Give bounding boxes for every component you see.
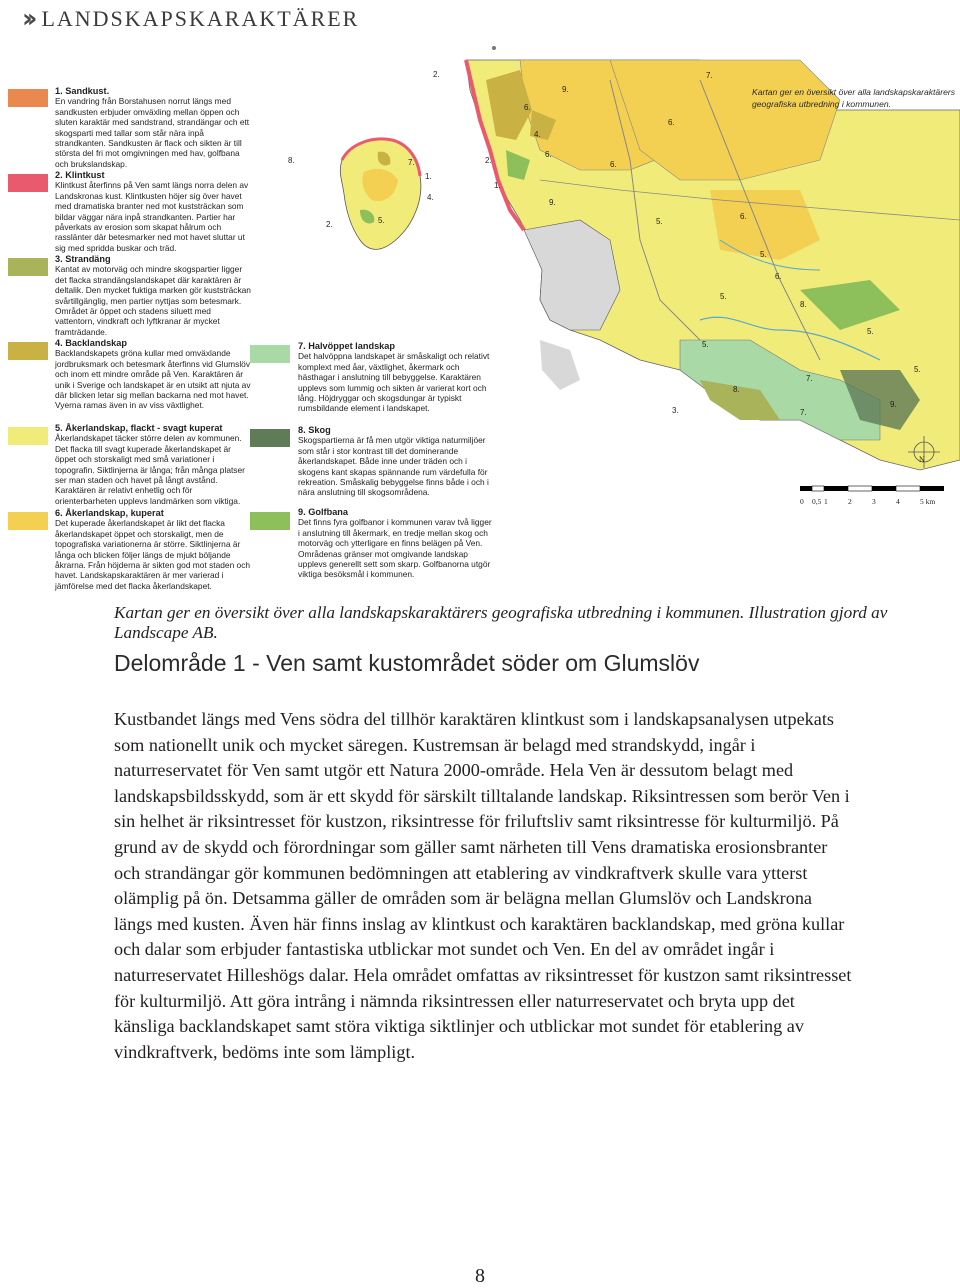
legend-entry-description: Det finns fyra golfbanor i kommunen varav två ligger i anslutning till åkermark, en tredje mellan skog och motorväg och ytterligare en finns belägen på Ven. Områdenas gränser mot omgivande landskap upplevs generellt sett som skarp. Golfbanorna utgör viktiga besöksmål i kommunen.	[298, 517, 492, 580]
map-area-label: 9.	[562, 85, 569, 94]
map-area-label: 6.	[524, 103, 531, 112]
body-paragraph: Kustbandet längs med Vens södra del tillhör karaktären klintkust som i landskapsanalysen utpekats som nationellt unik och mycket säregen. Kustremsan är belagd med strandskydd, ingår i naturreservatet för Ven samt utgör ett Natura 2000-område. Hela Ven är dessutom belagt med landskapsbildsskydd, som är ett skydd för särskilt tilltalande landskap. Riksintressen som berör Ven i sin helhet är riksintresset för kustzon, riksintresse för friluftsliv samt riksintresse för kulturmiljö. På grund av de skydd och förordningar som gäller samt närheten till Vens dramatiska erosionsbranter och strandängar gör kommunen bedömningen att etablering av vindkraftverk skulle vara ytterst olämplig på ön. Detsamma gäller de områden som är belägna mellan Glumslöv och Landskrona längs med kusten. Även här finns inslag av klintkust och karaktären backlandskap, med gröna kullar och dalar som erbjuder fantastiska utblickar mot sundet och Ven. En del av området ingår i naturreservatet Hilleshögs dalar. Hela området omfattas av riksintresset för kustzon samt riksintresset för kulturmiljö. Att göra intrång i nämnda riksintressen eller naturreservatet och bryta upp det känsliga backlandskapet samt störa viktiga siktlinjer och utblickar mot sundet för etablering av vindkraftverk, bedöms inte som lämpligt.	[114, 709, 852, 1062]
legend-swatch	[8, 427, 48, 445]
legend-entry-title: 1. Sandkust.	[55, 86, 110, 96]
scale-label: 2	[848, 497, 852, 506]
map-area-label: 9.	[890, 400, 897, 409]
legend-swatch	[8, 174, 48, 192]
map-area-label: 6.	[545, 150, 552, 159]
scale-bar	[800, 486, 944, 491]
legend-swatch	[8, 258, 48, 276]
legend-entry-description: Klintkust återfinns på Ven samt längs norra delen av Landskronas kust. Klintkusten höjer sig över havet med dramatiska branter ned mot kuststräckan som bildar väggar nära inpå strandkanten. Partier har påverkats av erosion som skapat hålrum och rasslänter där betesmarker ned mot havet sluttar ut sig med spridda buskar och träd.	[55, 180, 249, 253]
map-area-label: 8.	[733, 385, 740, 394]
map-area-label: 7.	[800, 408, 807, 417]
map-area-label: 4.	[534, 130, 541, 139]
legend-entry	[298, 425, 494, 498]
map-area-label: 5.	[656, 217, 663, 226]
legend-entry-title: 5. Åkerlandskap, flackt - svagt kuperat	[55, 423, 223, 433]
map-area-label: 2.	[433, 70, 440, 79]
map-area-label: 3.	[672, 406, 679, 415]
figure-caption: Kartan ger en översikt över alla landskapskaraktärers geografiska utbredning i kommunen. Illustration gjord av Landscape AB.	[114, 603, 888, 642]
legend-entry	[55, 254, 251, 337]
scale-label: 5 km	[920, 497, 936, 506]
map-area-label: 5.	[702, 340, 709, 349]
legend-entry-title: 2. Klintkust	[55, 170, 105, 180]
map-area-label: 6.	[610, 160, 617, 169]
legend-swatch	[250, 429, 290, 447]
legend-entry-title: 8. Skog	[298, 425, 331, 435]
map-area-label: 7.	[706, 71, 713, 80]
legend-entry-description: Backlandskapets gröna kullar med omväxlande jordbruksmark och betesmark återfinns vid Glumslöv och inom ett mindre område på Ven. Karaktären är unik i Sverige och landskapet är en utsikt att njuta av där blicken letar sig mellan backarna ned mot havet. Vyerna ramas även in av viss växtlighet.	[55, 348, 251, 411]
scale-label: 4	[896, 497, 900, 506]
scale-label: 3	[872, 497, 876, 506]
scale-label: 0	[800, 497, 804, 506]
legend-swatch	[250, 512, 290, 530]
map-area-label: 1.	[494, 181, 501, 190]
legend-entry	[298, 507, 494, 580]
legend-entry	[298, 341, 494, 414]
legend-entry-title: 4. Backlandskap	[55, 338, 128, 348]
map-area-label: 8.	[800, 300, 807, 309]
legend-entry	[55, 86, 251, 169]
map-area-label: 9.	[549, 198, 556, 207]
map-area-label: 6.	[668, 118, 675, 127]
section-header	[22, 4, 359, 34]
legend-entry-title: 7. Halvöppet landskap	[298, 341, 396, 351]
scale-label: 0,5	[812, 497, 822, 506]
double-chevron-icon: ››	[22, 4, 32, 34]
map-area-label: 8.	[288, 156, 295, 165]
scale-label: 1	[824, 497, 828, 506]
north-label: N	[919, 455, 925, 464]
map-area-label: 6.	[740, 212, 747, 221]
section-heading: Delområde 1 - Ven samt kustområdet söder om Glumslöv	[114, 650, 700, 676]
section-title: LANDSKAPSKARAKTÄRER	[41, 6, 360, 31]
map-area-label: 5.	[914, 365, 921, 374]
legend-entry-title: 9. Golfbana	[298, 507, 349, 517]
map-area-label: 4.	[427, 193, 434, 202]
legend-entry-description: Det kuperade åkerlandskapet är likt det flacka åkerlandskapet öppet och storskaligt, men de topografiska variationerna är större. Siktlinjerna är långa och blicken följer längs de mjukt böljande åkrarna. Från höjderna är sikten god mot staden och havet. Landskapskaraktären är mer varierad i jämförelse med det flacka åkerlandskapet.	[55, 518, 251, 591]
legend-swatch	[8, 89, 48, 107]
map-area-label: 5.	[720, 292, 727, 301]
map-area-label: 2.	[326, 220, 333, 229]
legend-entry-description: Kantat av motorväg och mindre skogspartier ligger det flacka strandängslandskapet där karaktären är deltalik. Den mycket fuktiga marken gör kuststräckan svårtillgänglig, men partier nyttjas som betesmark. Området är öppet och stadens siluett med vattentorn, vindkraft och lyftkranar är mycket framträdande.	[55, 264, 251, 337]
legend-swatch	[8, 342, 48, 360]
legend-entry-description: En vandring från Borstahusen norrut längs med sandkusten erbjuder omväxling mellan öppen och sluten karaktär med sandstrand, strandängar och ett skogsparti med tallar som står nära inpå strandkanten. Sandkusten är flack och sikten är till största del fri mot omgivningen med hav, golfbana och brukslandskap.	[55, 96, 250, 169]
map-area-label: 5.	[867, 327, 874, 336]
legend-swatch	[8, 512, 48, 530]
map-area-label: 5.	[760, 250, 767, 259]
legend-entry-description: Skogspartierna är få men utgör viktiga naturmiljöer som står i stor kontrast till det dominerande åkerlandskapet. Både inne under träden och i skogens kant skapas spännande rum värdefulla för rekreation. Småskalig bebyggelse finns både i och i nära anslutning till skogsområdena.	[298, 435, 489, 498]
page-number: 8	[475, 1265, 485, 1287]
map-area-label: 2.	[485, 156, 492, 165]
legend-entry	[55, 423, 251, 506]
legend-entry-description: Det halvöppna landskapet är småskaligt och relativt komplext med åar, växtlighet, åkermark och hästhagar i anslutning till bebyggelse. Karaktären upplevs som lummig och sikten är varierat kort och lång. Höjdryggar och skogsdungar är typiskt rumsbildande element i landskapet.	[298, 351, 490, 414]
map-area-label: 1.	[425, 172, 432, 181]
legend-swatch	[250, 345, 290, 363]
map-area-label: 5.	[378, 216, 385, 225]
legend-entry-description: Åkerlandskapet täcker större delen av kommunen. Det flacka till svagt kuperade åkerlandskapet är öppet och storskaligt med små variationer i topografin. Siktlinjerna är långa; från många platser ser man staden och havet på långt avstånd. Karaktären är relativt enhetlig och för orienterbarheten upplevs landmärken som viktiga.	[55, 433, 245, 506]
legend-entry-title: 3. Strandäng	[55, 254, 111, 264]
legend-entry-title: 6. Åkerlandskap, kuperat	[55, 508, 164, 518]
map-note: Kartan ger en översikt över alla landskapskaraktärers geografiska utbredning i kommunen.	[752, 87, 956, 109]
legend-entry	[55, 338, 251, 411]
legend-entry	[55, 508, 251, 591]
map-area-label: 6.	[775, 272, 782, 281]
legend-entry	[55, 170, 251, 253]
map-area-label: 7.	[408, 158, 415, 167]
map-area-label: 7.	[806, 374, 813, 383]
